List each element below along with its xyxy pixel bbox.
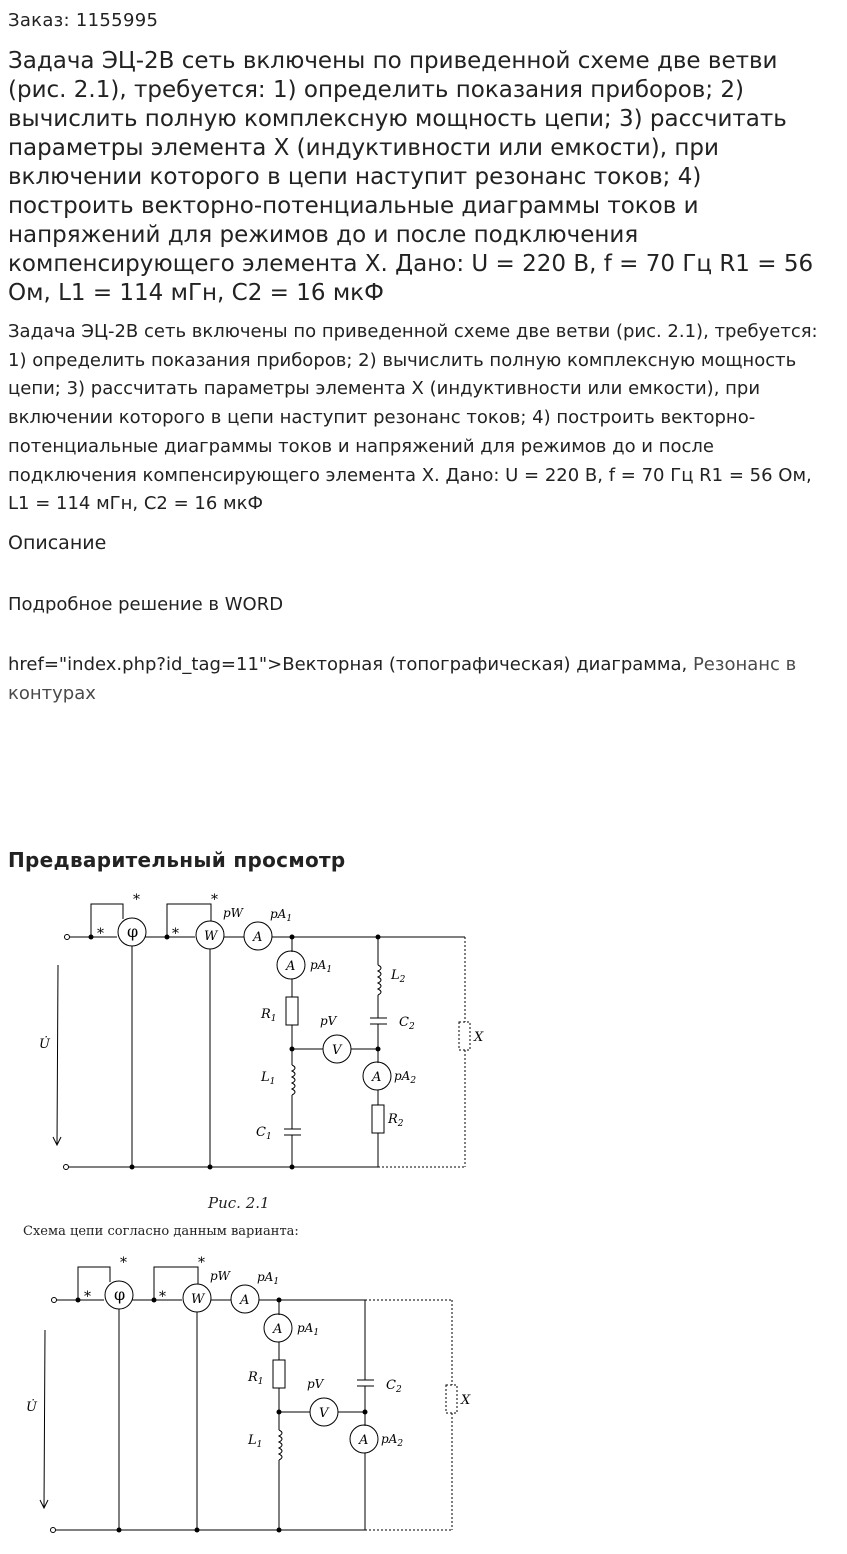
pv-label: pV [320, 1014, 337, 1028]
tags-line [8, 650, 833, 708]
u-label: U̇ [39, 1037, 50, 1052]
r1-label: $R_1$ [261, 1007, 277, 1024]
star-marker: * [120, 1255, 127, 1271]
ammeter-label: A [286, 959, 296, 974]
x-label: X [474, 1030, 484, 1045]
star-marker: * [97, 926, 104, 942]
pa2-label: $pA_2$ [381, 1432, 404, 1449]
label-subscript: 1 [265, 1132, 272, 1142]
pw-label: pW [223, 906, 244, 920]
c1-label: $C_1$ [256, 1125, 272, 1142]
task-description: Задача ЭЦ-2В сеть включены по приведенной схеме две ветви (рис. 2.1), требуется: 1) определить показания приборов; 2) вычислить полную комплексную мощность цепи; 3) рассчитать параметры элемента X (индуктивности или емкости), при включении которого в цепи наступит резонанс токов; 4) построить векторно-потенциальные диаграммы токов и напряжений для режимов до и после подключения компенсирующего элемента X. Дано: U = 220 В, f = 70 Гц R1 = 56 Ом, L1 = 114 мГн, C2 = 16 мкФ [8, 321, 818, 515]
ammeter-label: A [359, 1433, 369, 1448]
label-subscript: 2 [399, 975, 406, 985]
l2-label: $L_2$ [391, 968, 406, 985]
schema-note: Схема цепи согласно данным варианта: [23, 1224, 299, 1239]
r1-label: $R_1$ [248, 1370, 264, 1387]
label-subscript: 2 [397, 1439, 404, 1449]
ammeter-label: A [273, 1322, 283, 1337]
pa1-label: $pA_1$ [257, 1270, 280, 1287]
order-number: Заказ: 1155995 [8, 10, 159, 31]
page-title: Задача ЭЦ-2В сеть включены по приведенной схеме две ветви (рис. 2.1), требуется: 1) определить показания приборов; 2) вычислить полную комплексную мощность цепи; 3) рассчитать параметры элемента X (индуктивности или емкости), при включении которого в цепи наступит резонанс токов; 4) построить векторно-потенциальные диаграммы токов и напряжений для режимов до и после подключения компенсирующего элемента X. Дано: U = 220 В, f = 70 Гц R1 = 56 Ом, L1 = 114 мГн, C2 = 16 мкФ [8, 48, 814, 306]
label-subscript: 1 [313, 1328, 320, 1338]
figure-caption: Рис. 2.1 [208, 1194, 270, 1212]
label-subscript: 2 [395, 1385, 402, 1395]
label-subscript: 1 [273, 1277, 280, 1287]
ammeter-label: A [240, 1293, 250, 1308]
wattmeter-label: W [191, 1292, 205, 1307]
circuit-diagram-fig1 [8, 885, 528, 1185]
c2-label: $C_2$ [386, 1378, 402, 1395]
label-subscript: 2 [408, 1022, 415, 1032]
pa1-label: $pA_1$ [270, 907, 293, 924]
label-subscript: 2 [410, 1076, 417, 1086]
ammeter-label: A [253, 930, 263, 945]
label-subscript: 1 [286, 914, 293, 924]
phase-meter-label: φ [127, 922, 139, 941]
label-subscript: 2 [397, 1119, 404, 1129]
label-subscript: 1 [256, 1440, 263, 1450]
star-marker: * [172, 926, 179, 942]
pv-label: pV [307, 1377, 324, 1391]
star-marker: * [84, 1289, 91, 1305]
label-subscript: 1 [326, 965, 333, 975]
phase-meter-label: φ [114, 1285, 126, 1304]
c2-label: $C_2$ [399, 1015, 415, 1032]
wattmeter-label: W [204, 929, 218, 944]
tag-link-resonance[interactable]: Резонанс в контурах [8, 654, 797, 704]
label-subscript: 1 [270, 1014, 277, 1024]
x-label: X [461, 1393, 471, 1408]
tags-prefix: href="index.php?id_tag=11">Векторная (топографическая) диаграмма, [8, 654, 693, 675]
preview-heading: Предварительный просмотр [8, 848, 346, 872]
circuit-diagram-fig2 [8, 1250, 528, 1550]
voltmeter-label: V [319, 1406, 329, 1421]
star-marker: * [159, 1289, 166, 1305]
label-subscript: 1 [269, 1077, 276, 1087]
pa2-label: $pA_2$ [394, 1069, 417, 1086]
u-label: U̇ [26, 1400, 37, 1415]
l1-label: $L_1$ [248, 1433, 263, 1450]
voltmeter-label: V [332, 1043, 342, 1058]
detail-text: Подробное решение в WORD [8, 594, 284, 615]
star-marker: * [133, 892, 140, 908]
ammeter-label: A [372, 1070, 382, 1085]
pa1-branch-label: $pA_1$ [310, 958, 333, 975]
section-title: Описание [8, 532, 107, 554]
l1-label: $L_1$ [261, 1070, 276, 1087]
label-subscript: 1 [257, 1377, 264, 1387]
pa1-branch-label: $pA_1$ [297, 1321, 320, 1338]
r2-label: $R_2$ [388, 1112, 404, 1129]
star-marker: * [198, 1255, 205, 1271]
star-marker: * [211, 892, 218, 908]
pw-label: pW [210, 1269, 231, 1283]
